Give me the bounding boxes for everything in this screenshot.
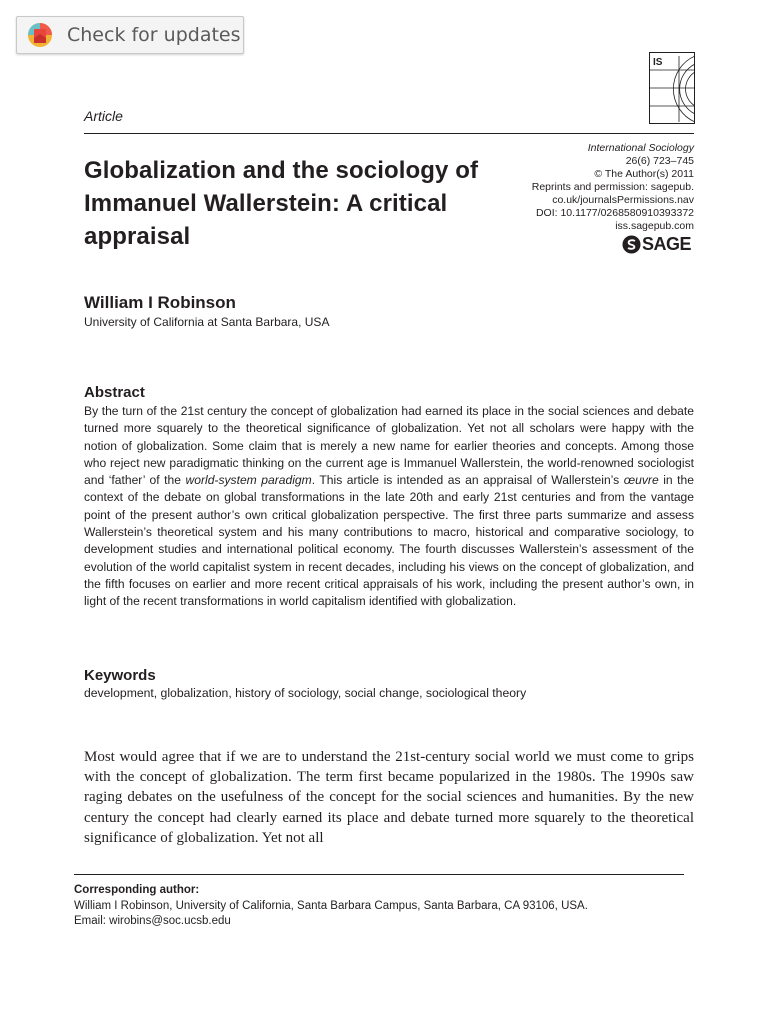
reprints-info: Reprints and permission: sagepub. [531, 181, 694, 193]
corresponding-author-address: William I Robinson, University of California, Santa Barbara Campus, Santa Barbara, CA 93106, USA. [74, 899, 588, 912]
publication-metadata [454, 142, 694, 233]
abstract-text [84, 403, 694, 611]
article-title: Globalization and the sociology of Immanuel Wallerstein: A critical appraisal [84, 157, 479, 250]
corresponding-author-email[interactable]: Email: wirobins@soc.ucsb.edu [74, 915, 231, 927]
keywords-heading: Keywords [84, 667, 156, 684]
journal-site-link[interactable]: iss.sagepub.com [615, 220, 694, 232]
corresponding-author-note [74, 883, 694, 930]
copyright: © The Author(s) 2011 [594, 168, 694, 180]
check-for-updates-icon [27, 22, 53, 48]
journal-name: International Sociology [587, 142, 694, 154]
sage-wordmark: SAGE [642, 233, 692, 254]
body-paragraph: Most would agree that if we are to understand the 21st-century social world we must come to grips with the concept of globalization. The term first became popularized in the 1980s. The 1990s saw raging debates on the usefulness of the concept for the social sciences and humanities. By the new century the concept had clearly earned its place and debate turned more squarely to the theoretical significance of globalization. Yet not all [84, 749, 694, 846]
corresponding-author-heading: Corresponding author: [74, 884, 200, 896]
abstract-italic-term: œuvre [623, 473, 659, 488]
author-name: William I Robinson [84, 293, 236, 312]
article-type: Article [84, 108, 123, 124]
abstract-text-part: By the turn of the 21st century the concept of globalization had earned its place in the social sciences and debate turned more squarely to the theoretical significance of globalization. Yet not all scholars were happy with the notion of globalization. Some claim that is merely a new name for earlier theories and concepts. Among those who reject new paradigmatic thinking on the current age is Immanuel Wallerstein, the world-renowned sociologist and ‘father’ of the [84, 404, 694, 488]
footnote-divider [74, 874, 684, 875]
doi[interactable]: DOI: 10.1177/0268580910393372 [535, 207, 694, 219]
abstract-text-part: in the context of the debate on global transformations in the late 20th and early 21st centuries and from the vantage point of the present author’s own critical globalization perspective. The first three parts summarize and assess Wallerstein’s theoretical system and his many contributions to macro, historical and comparative sociology, to development studies and international political economy. The fourth discusses Wallerstein’s assessment of the evolution of the world capitalist system in recent decades, including his views on the concept of globalization, and the fifth focuses on earlier and more recent critical appraisals of his work, including the present author’s own, in light of the recent transformations in world capitalism identified with globalization. [84, 473, 694, 609]
reprints-link[interactable]: co.uk/journalsPermissions.nav [552, 194, 694, 206]
abstract-text-part: . This article is intended as an appraisal of Wallerstein’s [311, 473, 624, 488]
author-affiliation: University of California at Santa Barbara, USA [84, 315, 330, 329]
journal-logo [649, 52, 695, 124]
check-for-updates-button[interactable] [16, 16, 244, 54]
sage-mark-icon [622, 235, 641, 254]
abstract-italic-term: world-system paradigm [185, 473, 312, 488]
journal-logo-text: IS [653, 57, 663, 68]
abstract-heading: Abstract [84, 384, 145, 401]
journal-issue: 26(6) 723–745 [625, 155, 694, 167]
check-for-updates-label: Check for updates [67, 24, 241, 46]
sage-logo [622, 233, 694, 255]
header-divider [84, 133, 694, 134]
keywords-list: development, globalization, history of sociology, social change, sociological theory [84, 686, 527, 700]
